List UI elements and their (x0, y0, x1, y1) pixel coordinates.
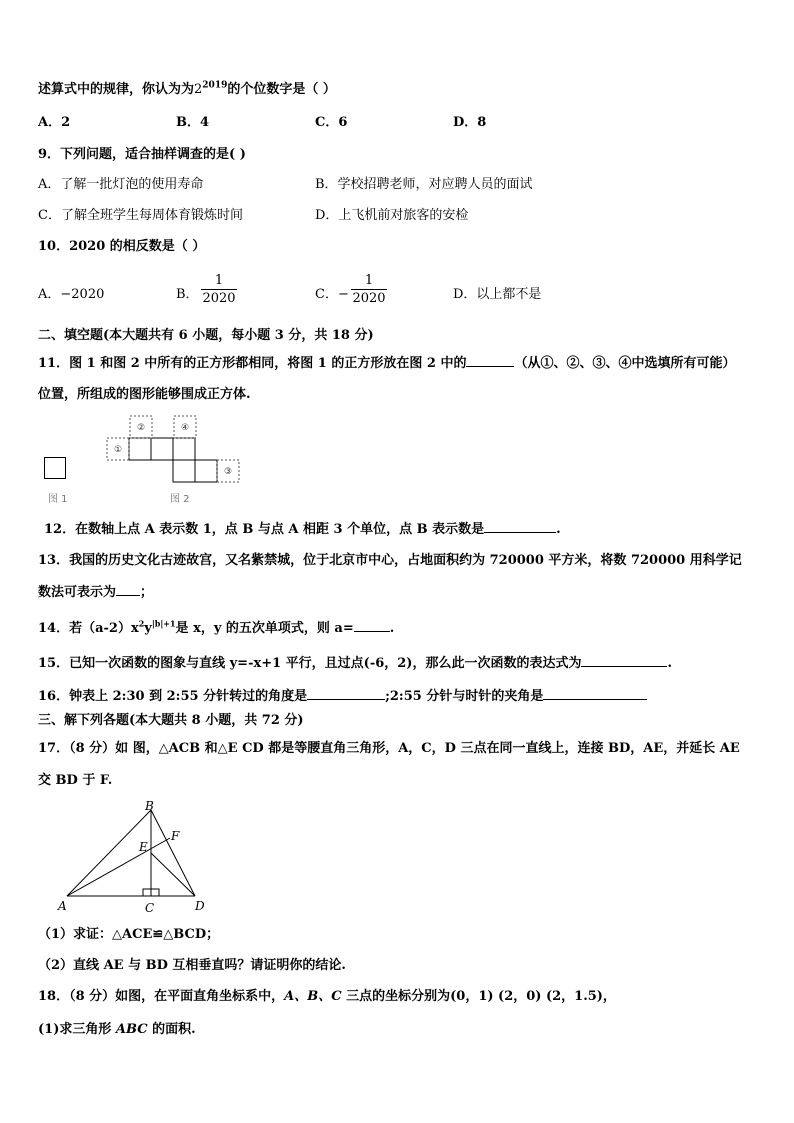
answer-blank[interactable] (543, 687, 647, 700)
q18-sub-1: (1)求三角形 ABC 的面积. (38, 1022, 196, 1037)
q14: 14．若$(a-2)x^2y^{|b|+1}$是 x，y 的五次单项式，则 a= . (38, 618, 395, 636)
q17-sub-2: （2）直线 AE 与 BD 互相垂直吗？请证明你的结论. (38, 958, 346, 973)
q17-triangle-figure (55, 798, 215, 914)
q10-option-b-label: B． (176, 287, 199, 302)
q8-stem: 述算式中的规律，你认为为$2^{2019}$的个位数字是（ ） (38, 80, 336, 97)
answer-blank[interactable] (581, 654, 667, 667)
mark-2: ② (136, 423, 146, 433)
q17-line-2: 交 BD 于 F. (38, 773, 113, 788)
section-3-heading: 三、解下列各题(本大题共 8 小题，共 72 分) (38, 713, 304, 728)
q11-line-2: 位置，所组成的图形能够围成正方体. (38, 387, 251, 402)
label-F: F (171, 829, 180, 843)
answer-blank[interactable] (307, 687, 385, 700)
q8-option-d: D．8 (453, 115, 487, 130)
q17-sub-1: （1）求证：△ACE≌△BCD； (38, 927, 220, 942)
answer-blank[interactable] (466, 354, 514, 367)
q10-option-d: D．以上都不是 (453, 287, 542, 302)
q18-line-1: 18．（8 分）如图，在平面直角坐标系中，A、B、C 三点的坐标分别为(0，1) (2，0) (2，1.5)， (38, 989, 616, 1004)
fraction-numerator: 1 (214, 273, 224, 288)
q9-option-d: D．上飞机前对旅客的安检 (315, 208, 469, 223)
q10-option-c-fraction (351, 273, 387, 307)
mark-1: ① (113, 445, 123, 455)
q8-option-b: B．4 (176, 115, 210, 130)
q10-option-b-fraction (201, 273, 237, 307)
label-A: A (58, 899, 67, 913)
figure-1-label: 图 1 (48, 494, 68, 505)
fraction-denominator: 2020 (202, 291, 236, 306)
answer-blank[interactable] (354, 619, 390, 632)
fraction-numerator: 1 (364, 273, 374, 288)
figure-2-label: 图 2 (170, 494, 190, 505)
section-2-heading: 二、填空题(本大题共有 6 小题，每小题 3 分，共 18 分) (38, 328, 374, 343)
fraction-denominator: 2020 (352, 291, 386, 306)
q15: 15．已知一次函数的图象与直线 y=-x+1 平行，且过点(-6，2)，那么此一次函数的表达式为 . (38, 656, 672, 671)
q11-line-1: 11．图 1 和图 2 中所有的正方形都相同，将图 1 的正方形放在图 2 中的 （从①、②、③、④中选填所有可能） (38, 356, 736, 371)
q9-stem: 9．下列问题，适合抽样调查的是( ) (38, 147, 246, 162)
figure-2-net (104, 414, 240, 484)
q10-option-c-label: C．− (315, 287, 349, 302)
mark-4: ④ (180, 423, 190, 433)
q17-line-1: 17．（8 分）如 图，△ACB 和△E CD 都是等腰直角三角形，A，C，D 三点在同一直线上，连接 BD，AE，并延长 AE (38, 741, 740, 756)
q9-option-b: B．学校招聘老师，对应聘人员的面试 (315, 177, 533, 192)
answer-blank[interactable] (116, 583, 140, 596)
label-D: D (195, 899, 205, 913)
q8-option-a: A．2 (38, 115, 71, 130)
q9-option-c: C．了解全班学生每周体育锻炼时间 (38, 208, 243, 223)
q13-line-2: 数法可表示为 ； (38, 585, 154, 600)
q13-line-1: 13．我国的历史文化古迹故宫，又名紫禁城，位于北京市中心，占地面积约为 720000 平方米，将数 720000 用科学记 (38, 553, 742, 568)
label-C: C (145, 901, 155, 914)
mark-3: ③ (223, 467, 233, 477)
q10-option-a: A．−2020 (38, 287, 105, 302)
q12: 12．在数轴上点 A 表示数 1，点 B 与点 A 相距 3 个单位，点 B 表示数是 . (44, 522, 561, 537)
label-B: B (145, 799, 154, 813)
figure-1-square (44, 457, 66, 479)
q16: 16．钟表上 2:30 到 2:55 分针转过的角度是 ;2:55 分针与时针的夹角是 (38, 687, 647, 706)
q9-option-a: A．了解一批灯泡的使用寿命 (38, 177, 204, 192)
label-E: E (139, 840, 148, 854)
q10-stem: 10．2020 的相反数是（ ） (38, 239, 206, 254)
q8-option-c: C．6 (315, 115, 348, 130)
answer-blank[interactable] (484, 520, 556, 533)
